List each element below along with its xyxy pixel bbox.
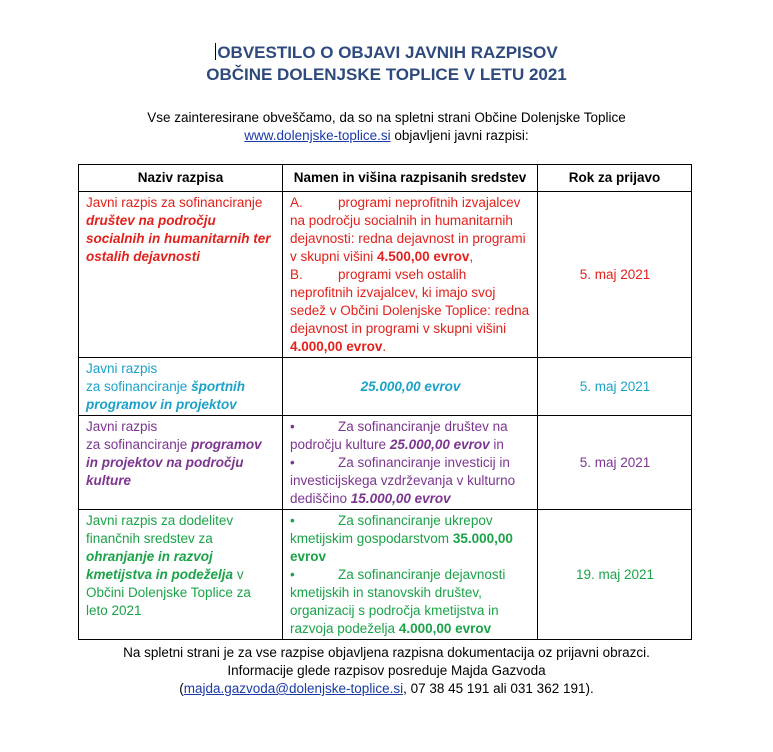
header-tender-name: Naziv razpisa: [79, 165, 283, 192]
header-deadline: Rok za prijavo: [538, 165, 692, 192]
purpose-cell: [283, 416, 538, 510]
list-item: A. programi neprofitnih izvajalcev na področju socialnih in humanitarnih dejavnosti: redna dejavnost in programi v skupni višini 4.500,00 evrov,: [290, 195, 526, 264]
tender-name-cell: Javni razpis za sofinanciranje programov in projektov na področju kulture: [79, 416, 283, 510]
deadline-cell: 5. maj 2021: [538, 416, 692, 510]
purpose-cell: [283, 192, 538, 358]
header-purpose-amount: Namen in višina razpisanih sredstev: [283, 165, 538, 192]
intro-line-1: Vse zainteresirane obveščamo, da so na spletni strani Občine Dolenjske Toplice: [147, 110, 626, 125]
email-link[interactable]: majda.gazvoda@dolenjske-toplice.si: [183, 681, 404, 696]
deadline-cell: 19. maj 2021: [538, 510, 692, 640]
table-row: [79, 510, 692, 640]
footer-line-1: Na spletni strani je za vse razpise objavljena razpisna dokumentacija oz prijavni obrazci.: [123, 645, 650, 660]
footer-line-3: (majda.gazvoda@dolenjske-toplice.si, 07 38 45 191 ali 031 362 191).: [179, 681, 594, 696]
title-line-1: OBVESTILO O OBJAVI JAVNIH RAZPISOV: [217, 43, 558, 62]
footer-paragraph: [0, 644, 773, 698]
list-item: • Za sofinanciranje društev na področju kulture 25.000,00 evrov in: [290, 419, 508, 452]
table-row: [79, 358, 692, 416]
table-row: [79, 416, 692, 510]
tender-name-cell: Javni razpis za sofinanciranje športnih programov in projektov: [79, 358, 283, 416]
intro-line-2: www.dolenjske-toplice.si objavljeni javni razpisi:: [244, 128, 529, 143]
purpose-cell: [283, 510, 538, 640]
deadline-cell: 5. maj 2021: [538, 358, 692, 416]
table-header-row: [79, 165, 692, 192]
table-row: [79, 192, 692, 358]
tender-name-cell: Javni razpis za sofinanciranje društev na področju socialnih in humanitarnih ter ostalih dejavnosti: [79, 192, 283, 358]
title-line-2: OBČINE DOLENJSKE TOPLICE V LETU 2021: [206, 65, 567, 84]
website-link[interactable]: www.dolenjske-toplice.si: [244, 128, 391, 143]
purpose-cell: 25.000,00 evrov: [283, 358, 538, 416]
tenders-table: [78, 164, 692, 640]
document-title: [0, 42, 773, 86]
list-item: • Za sofinanciranje investicij in investicijskega vzdrževanja v kulturno dediščino 15.000,00 evrov: [290, 455, 516, 506]
list-item: B. programi vseh ostalih neprofitnih izvajalcev, ki imajo svoj sedež v Občini Dolenjske Toplice: redna dejavnost in programi v skupni višini 4.000,00 evrov.: [290, 267, 530, 354]
intro-paragraph: [0, 109, 773, 145]
tender-name-cell: Javni razpis za dodelitev finančnih sredstev za ohranjanje in razvoj kmetijstva in podeželja v Občini Dolenjske Toplice za leto 2021: [79, 510, 283, 640]
list-item: • Za sofinanciranje dejavnosti kmetijskih in stanovskih društev, organizacij s področja kmetijstva in razvoja podeželja 4.000,00 evrov: [290, 567, 506, 636]
footer-line-2: Informacije glede razpisov posreduje Majda Gazvoda: [227, 663, 546, 678]
list-item: • Za sofinanciranje ukrepov kmetijskim gospodarstvom 35.000,00 evrov: [290, 513, 513, 564]
deadline-cell: 5. maj 2021: [538, 192, 692, 358]
